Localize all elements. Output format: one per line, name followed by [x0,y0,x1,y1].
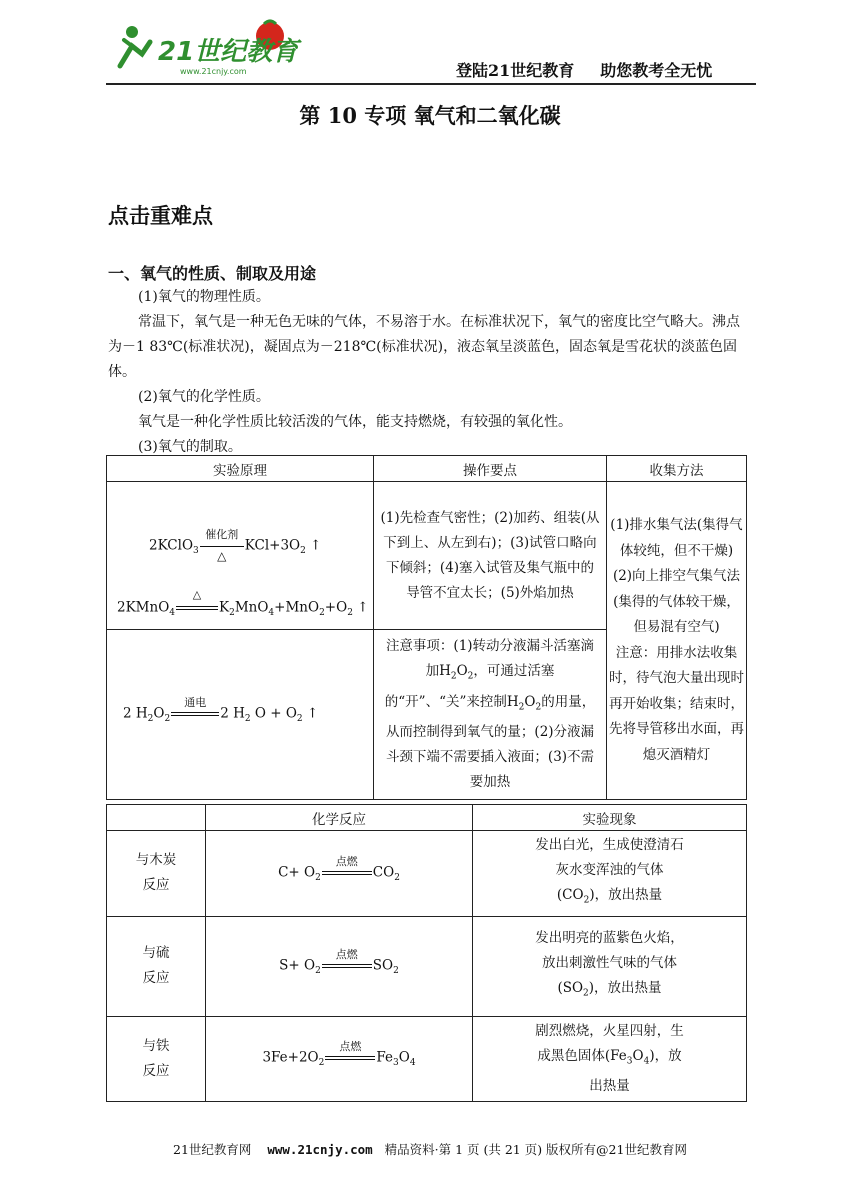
reaction-table [106,804,747,1102]
equation-kmno4: 2KMnO$_4$ △ $K_2MnO_4+MnO_2+O_2$ ↑ [117,588,369,619]
footer-url[interactable]: www.21cnjy.com [267,1142,373,1157]
heading-oxygen: 一、氧气的性质、制取及用途 [108,264,317,283]
phenomenon-carbon: 发出白光，生成使澄清石灰水变浑浊的气体$(CO_2)$，放出热量 [473,831,747,917]
col-header-principle: 实验原理 [107,456,374,482]
phenomenon-sulfur: 发出明亮的蓝紫色火焰，放出刺激性气味的气体$(SO_2)$，放出热量 [473,916,747,1016]
equation-h2o2: 2 $H_2O_2$ 通电 2 $H_2$ $O + O_2$ ↑ [123,696,319,725]
operation-cell-heating: (1)先检查气密性；(2)加药、组装(从下到上、从左到右)；(3)试管口略向下倾斜；(4)塞入试管及集气瓶中的导管不宜太长；(5)外焰加热 [374,482,607,630]
col-header-empty [107,805,206,831]
logo [110,18,310,78]
reaction-sulfur: $S+ O_2$ 点燃 $SO_2$ [206,916,473,1016]
col-header-operation: 操作要点 [374,456,607,482]
col-header-reaction: 化学反应 [206,805,473,831]
phenomenon-iron: 剧烈燃烧，火星四射，生成黑色固体$(Fe_3O_4)$，放出热量 [473,1016,747,1102]
row-label-sulfur: 与硫 反应 [107,916,206,1016]
logo-url: www.21cnjy.com [180,67,247,76]
col-header-phenomenon: 实验现象 [473,805,747,831]
principle-cell-electrolysis [107,630,374,800]
equation-kclo3: 2KClO$_3$ 催化剂 △ $KCl+3O_2$ ↑ [149,528,322,563]
operation-cell-electrolysis: 注意事项：(1)转动分液漏斗活塞滴加$H_2O_2$，可通过活塞的“开”、“关”来控制$H_2O_2$的用量，从而控制得到氧气的量；(2)分液漏斗颈下端不需要插入液面；(3)不需要加热 [374,630,607,800]
reaction-iron: $3Fe+2O_2$ 点燃 $Fe_3O_4$ [206,1016,473,1102]
slogan-right: 助您教考全无忧 [600,61,713,80]
slogan-left: 登陆21世纪教育 [456,61,575,80]
logo-text: 21世纪教育 [158,37,299,67]
para-chemical-title: (2)氧气的化学性质。 [138,389,270,405]
page-footer [0,1140,860,1158]
preparation-table [106,455,747,800]
row-label-carbon: 与木炭 反应 [107,831,206,917]
col-header-collection: 收集方法 [607,456,747,482]
section-title: 点击重难点 [108,204,213,228]
collection-cell: (1)排水集气法(集得气体较纯，但不干燥) (2)向上排空气集气法(集得的气体较干燥，但易混有空气) 注意：用排水法收集时，待气泡大量出现时再开始收集；结束时，先将导管移出水面，再熄灭酒精灯 [607,482,747,800]
para-physical-body: 常温下，氧气是一种无色无味的气体，不易溶于水。在标准状况下，氧气的密度比空气略大。沸点为－1 83℃(标准状况)，凝固点为－218℃(标准状况)，液态氧呈淡蓝色，固态氧是雪花状的淡蓝色固体。 [108,314,740,380]
para-physical-title: (1)氧气的物理性质。 [138,289,270,305]
para-preparation-title: (3)氧气的制取。 [138,439,242,455]
header-divider [106,83,756,85]
footer-info: 精品资料·第 1 页 (共 21 页) 版权所有@21世纪教育网 [384,1142,687,1157]
reaction-carbon: $C+ O_2$ 点燃 $CO_2$ [206,831,473,917]
footer-site: 21世纪教育网 [173,1142,252,1157]
page-title: 第 10 专项 氧气和二氧化碳 [299,103,561,128]
header-slogan [456,58,712,81]
row-label-iron: 与铁 反应 [107,1016,206,1102]
runner-icon [120,26,150,66]
principle-cell-heating [107,482,374,630]
para-chemical-body: 氧气是一种化学性质比较活泼的气体，能支持燃烧，有较强的氧化性。 [138,414,572,430]
